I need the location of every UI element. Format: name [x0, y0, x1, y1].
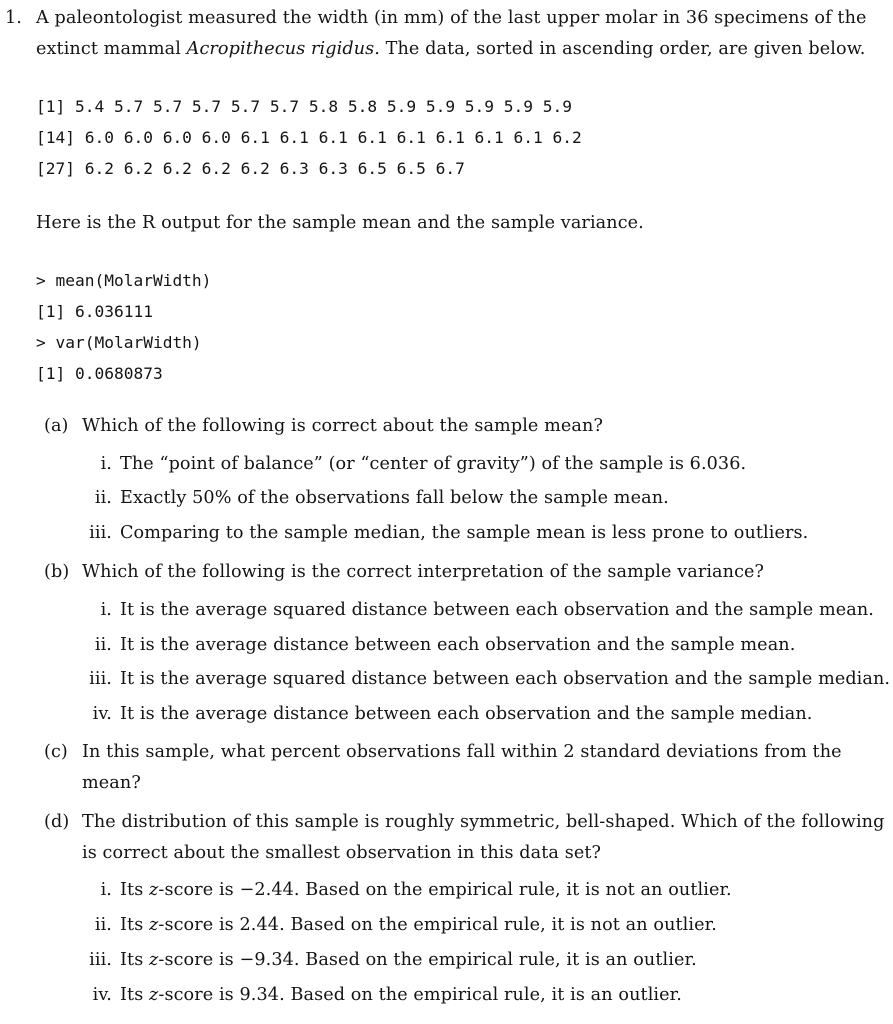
part-b-option-label: ii.	[94, 635, 112, 655]
part-d-option-label: ii.	[94, 915, 112, 935]
intro-line-1: A paleontologist measured the width (in mm) of the last upper molar in 36 specimens of the	[36, 8, 867, 28]
part-a-option: The “point of balance” (or “center of gravity”) of the sample is 6.036.	[120, 454, 747, 474]
z-symbol: z	[149, 880, 159, 900]
part-d-option-label: iii.	[89, 950, 112, 970]
z-symbol: z	[149, 950, 159, 970]
option-post: -score is 2.44. Based on the empirical rule, it is not an outlier.	[158, 915, 717, 935]
z-symbol: z	[149, 915, 159, 935]
part-c-label: (c)	[44, 742, 68, 762]
part-a-option-label: ii.	[94, 488, 112, 508]
part-d-option	[120, 950, 697, 970]
part-b-option-label: iv.	[92, 704, 112, 724]
intro-line-2-post: The data, sorted in ascending order, are given below.	[379, 39, 866, 59]
part-b-option-label: iii.	[89, 669, 112, 689]
option-pre: Its	[120, 950, 150, 970]
part-a-option-label: iii.	[89, 523, 112, 543]
data-line-3: [27] 6.2 6.2 6.2 6.2 6.2 6.3 6.3 6.5 6.5 6.7	[36, 159, 465, 178]
part-d-option	[120, 985, 682, 1005]
part-d-option	[120, 915, 717, 935]
part-b-option: It is the average distance between each observation and the sample mean.	[120, 635, 796, 655]
part-a-option: Comparing to the sample median, the sample mean is less prone to outliers.	[120, 523, 809, 543]
part-b-option-label: i.	[100, 600, 112, 620]
option-post: -score is −2.44. Based on the empirical rule, it is not an outlier.	[158, 880, 732, 900]
option-pre: Its	[120, 985, 150, 1005]
r-result-mean: [1] 6.036111	[36, 302, 153, 321]
data-line-2: [14] 6.0 6.0 6.0 6.0 6.1 6.1 6.1 6.1 6.1 6.1 6.1 6.1 6.2	[36, 128, 582, 147]
part-d-option-label: i.	[100, 880, 112, 900]
part-a-option: Exactly 50% of the observations fall below the sample mean.	[120, 488, 669, 508]
option-pre: Its	[120, 880, 150, 900]
part-b-label: (b)	[44, 562, 70, 582]
species-name: Acropithecus rigidus.	[186, 39, 380, 59]
r-result-var: [1] 0.0680873	[36, 364, 163, 383]
option-post: -score is 9.34. Based on the empirical rule, it is an outlier.	[158, 985, 682, 1005]
part-a-question: Which of the following is correct about the sample mean?	[82, 416, 603, 436]
part-d-option-label: iv.	[92, 985, 112, 1005]
part-b-option: It is the average squared distance between each observation and the sample mean.	[120, 600, 874, 620]
problem-number: 1.	[5, 8, 22, 28]
part-c-question-line-2: mean?	[82, 773, 141, 793]
part-a-label: (a)	[44, 416, 69, 436]
part-c-question-line-1: In this sample, what percent observations fall within 2 standard deviations from the	[82, 742, 842, 762]
part-d-question-line-1: The distribution of this sample is roughly symmetric, bell-shaped. Which of the following	[82, 812, 885, 832]
part-b-question: Which of the following is the correct interpretation of the sample variance?	[82, 562, 765, 582]
r-output-intro: Here is the R output for the sample mean and the sample variance.	[36, 213, 644, 233]
option-post: -score is −9.34. Based on the empirical rule, it is an outlier.	[158, 950, 697, 970]
r-command-var: > var(MolarWidth)	[36, 333, 202, 352]
data-line-1: [1] 5.4 5.7 5.7 5.7 5.7 5.7 5.8 5.8 5.9 5.9 5.9 5.9 5.9	[36, 97, 573, 116]
part-a-option-label: i.	[100, 454, 112, 474]
z-symbol: z	[149, 985, 159, 1005]
r-command-mean: > mean(MolarWidth)	[36, 271, 212, 290]
part-b-option: It is the average distance between each observation and the sample median.	[120, 704, 813, 724]
part-d-question-line-2: is correct about the smallest observation in this data set?	[82, 843, 602, 863]
intro-line-2-pre: extinct mammal	[36, 39, 187, 59]
part-d-label: (d)	[44, 812, 70, 832]
part-d-option	[120, 880, 732, 900]
intro-line-2	[36, 39, 866, 59]
option-pre: Its	[120, 915, 150, 935]
part-b-option: It is the average squared distance between each observation and the sample median.	[120, 669, 891, 689]
